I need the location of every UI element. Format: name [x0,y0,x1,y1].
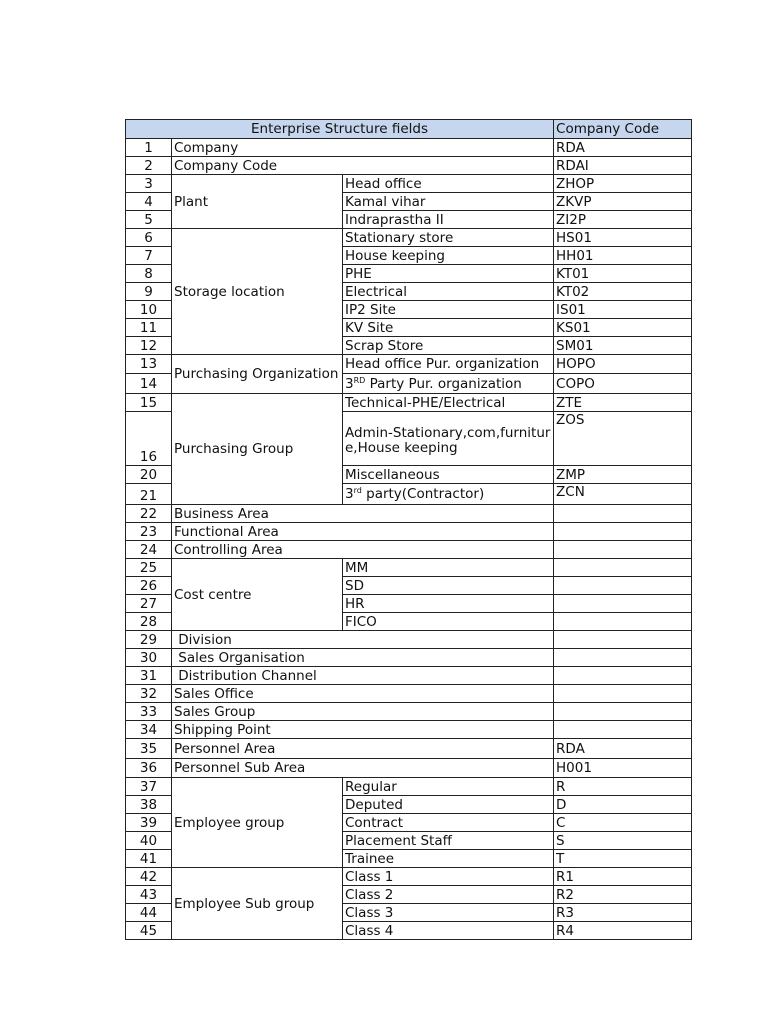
sub-field-name: PHE [343,265,554,283]
row-number: 41 [126,850,172,868]
company-code-value: RDAI [554,157,692,175]
row-number: 2 [126,157,172,175]
row-number: 44 [126,904,172,922]
row-number: 22 [126,505,172,523]
sub-field-name: Head office Pur. organization [343,355,554,374]
field-name: Company Code [172,157,554,175]
company-code-value: C [554,814,692,832]
company-code-value: SM01 [554,337,692,355]
row-number: 10 [126,301,172,319]
row-number: 40 [126,832,172,850]
row-number: 38 [126,796,172,814]
company-code-value [554,613,692,631]
table-row [126,505,692,523]
company-code-value: ZHOP [554,175,692,193]
field-name: Company [172,139,554,157]
header-company-code: Company Code [554,120,692,139]
sub-field-name: Regular [343,778,554,796]
company-code-value: R3 [554,904,692,922]
row-number: 27 [126,595,172,613]
row-number: 3 [126,175,172,193]
table-row [126,778,692,796]
company-code-value [554,649,692,667]
table-row [126,175,692,193]
company-code-value: ZCN [554,484,692,505]
field-name: Employee Sub group [172,868,343,940]
field-name: Business Area [172,505,554,523]
table-row [126,631,692,649]
sub-field-name: IP2 Site [343,301,554,319]
sub-field-name: KV Site [343,319,554,337]
company-code-value: HS01 [554,229,692,247]
table-header-row [126,120,692,139]
row-number: 29 [126,631,172,649]
sub-field-name: Scrap Store [343,337,554,355]
sub-field-name: House keeping [343,247,554,265]
field-name: Sales Office [172,685,554,703]
sub-field-name: Miscellaneous [343,466,554,484]
sub-field-name: Kamal vihar [343,193,554,211]
sub-field-name: Placement Staff [343,832,554,850]
table-row [126,559,692,577]
table-row [126,721,692,739]
row-number: 23 [126,523,172,541]
company-code-value: RDA [554,139,692,157]
sub-field-name: SD [343,577,554,595]
row-number: 32 [126,685,172,703]
company-code-value: COPO [554,374,692,394]
enterprise-structure-table [125,119,692,940]
row-number: 15 [126,394,172,412]
company-code-value: IS01 [554,301,692,319]
field-name: Sales Group [172,703,554,721]
row-number: 6 [126,229,172,247]
company-code-value: ZKVP [554,193,692,211]
company-code-value: KT02 [554,283,692,301]
row-number: 39 [126,814,172,832]
company-code-value: T [554,850,692,868]
company-code-value: HH01 [554,247,692,265]
row-number: 14 [126,374,172,394]
row-number: 4 [126,193,172,211]
table-row [126,649,692,667]
company-code-value: R1 [554,868,692,886]
company-code-value [554,685,692,703]
sub-field-name: Contract [343,814,554,832]
company-code-value: KT01 [554,265,692,283]
sub-field-name: Deputed [343,796,554,814]
company-code-value: S [554,832,692,850]
table-row [126,394,692,412]
row-number: 9 [126,283,172,301]
field-name: Purchasing Group [172,394,343,505]
row-number: 12 [126,337,172,355]
header-fields: Enterprise Structure fields [126,120,554,139]
table-row [126,703,692,721]
row-number: 34 [126,721,172,739]
company-code-value [554,703,692,721]
row-number: 31 [126,667,172,685]
sub-field-name: Admin-Stationary,com,furniture,House keeping [343,412,554,466]
row-number: 20 [126,466,172,484]
company-code-value: ZOS [554,412,692,466]
sub-field-name: Head office [343,175,554,193]
field-name: Division [172,631,554,649]
sub-field-name: FICO [343,613,554,631]
row-number: 16 [126,412,172,466]
field-name: Sales Organisation [172,649,554,667]
field-name: Purchasing Organization [172,355,343,394]
company-code-value: R4 [554,922,692,940]
company-code-value [554,721,692,739]
row-number: 37 [126,778,172,796]
sub-field-name: Technical-PHE/Electrical [343,394,554,412]
table-row [126,523,692,541]
table-row [126,667,692,685]
field-name: Personnel Area [172,739,554,759]
row-number: 42 [126,868,172,886]
company-code-value [554,577,692,595]
company-code-value [554,523,692,541]
row-number: 7 [126,247,172,265]
row-number: 33 [126,703,172,721]
company-code-value [554,595,692,613]
table-row [126,541,692,559]
company-code-value [554,667,692,685]
row-number: 21 [126,484,172,505]
company-code-value: R [554,778,692,796]
sub-field-name: Indraprastha II [343,211,554,229]
company-code-value [554,505,692,523]
table-row [126,229,692,247]
company-code-value: HOPO [554,355,692,374]
field-name: Personnel Sub Area [172,759,554,778]
row-number: 11 [126,319,172,337]
row-number: 8 [126,265,172,283]
table-row [126,355,692,374]
field-name: Cost centre [172,559,343,631]
row-number: 13 [126,355,172,374]
sub-field-name: HR [343,595,554,613]
field-name: Storage location [172,229,343,355]
table-row [126,685,692,703]
row-number: 45 [126,922,172,940]
table-row [126,759,692,778]
field-name: Employee group [172,778,343,868]
row-number: 30 [126,649,172,667]
company-code-value [554,541,692,559]
row-number: 36 [126,759,172,778]
row-number: 28 [126,613,172,631]
company-code-value: D [554,796,692,814]
row-number: 43 [126,886,172,904]
field-name: Controlling Area [172,541,554,559]
sub-field-name: Class 4 [343,922,554,940]
sub-field-name: Class 3 [343,904,554,922]
row-number: 35 [126,739,172,759]
field-name: Distribution Channel [172,667,554,685]
row-number: 25 [126,559,172,577]
field-name: Functional Area [172,523,554,541]
field-name: Shipping Point [172,721,554,739]
sub-field-name: MM [343,559,554,577]
sub-field-name: Stationary store [343,229,554,247]
sub-field-name: Class 2 [343,886,554,904]
field-name: Plant [172,175,343,229]
sub-field-name: 3RD Party Pur. organization [343,374,554,394]
table-row [126,868,692,886]
row-number: 26 [126,577,172,595]
sub-field-name: Trainee [343,850,554,868]
sub-field-name: Class 1 [343,868,554,886]
company-code-value [554,559,692,577]
table-row [126,139,692,157]
row-number: 5 [126,211,172,229]
table-row [126,739,692,759]
company-code-value: ZMP [554,466,692,484]
sub-field-name: Electrical [343,283,554,301]
row-number: 1 [126,139,172,157]
company-code-value [554,631,692,649]
company-code-value: RDA [554,739,692,759]
company-code-value: ZI2P [554,211,692,229]
row-number: 24 [126,541,172,559]
sub-field-name: 3rd party(Contractor) [343,484,554,505]
company-code-value: KS01 [554,319,692,337]
company-code-value: ZTE [554,394,692,412]
company-code-value: H001 [554,759,692,778]
table-row [126,157,692,175]
company-code-value: R2 [554,886,692,904]
